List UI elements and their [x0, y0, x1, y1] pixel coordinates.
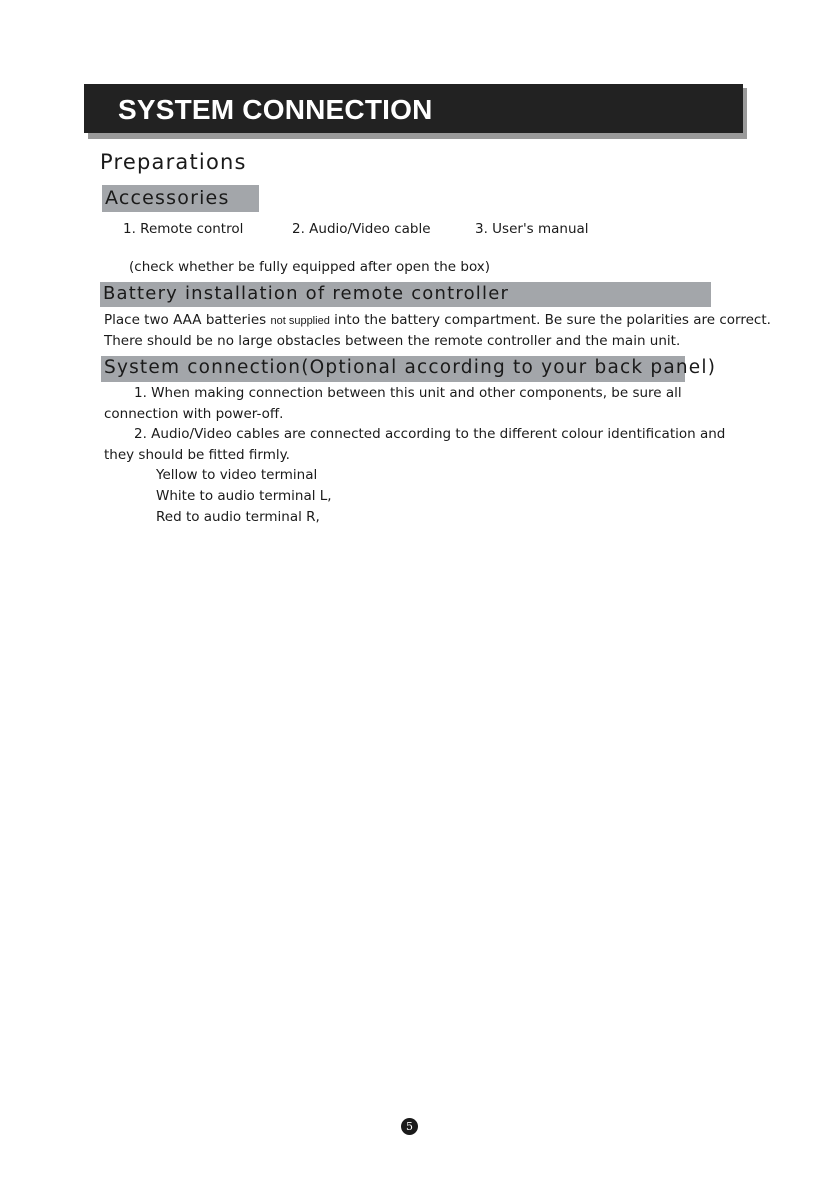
page-title: SYSTEM CONNECTION [118, 94, 433, 125]
page-number: 5 [401, 1118, 418, 1135]
system-step-2-line-1: 2. Audio/Video cables are connected according to the different colour identification and [134, 426, 726, 442]
terminal-red: Red to audio terminal R, [156, 509, 320, 525]
system-step-2-line-2: they should be fitted firmly. [104, 447, 290, 463]
terminal-white: White to audio terminal L, [156, 488, 332, 504]
battery-paragraph-line-1 [104, 312, 771, 328]
system-connection-heading-band [101, 356, 717, 382]
system-connection-heading: System connection(Optional according to your back panel) [104, 357, 717, 378]
battery-text-a: Place two AAA batteries [104, 312, 271, 328]
terminal-yellow: Yellow to video terminal [156, 467, 318, 483]
accessory-item-3: 3. User's manual [475, 221, 589, 237]
battery-heading: Battery installation of remote controller [103, 283, 510, 304]
accessory-item-1: 1. Remote control [123, 221, 244, 237]
accessories-heading-band [102, 185, 259, 212]
system-step-1-line-1: 1. When making connection between this unit and other components, be sure all [134, 385, 682, 401]
battery-heading-band [100, 282, 711, 307]
accessory-item-2: 2. Audio/Video cable [292, 221, 431, 237]
battery-paragraph-line-2: There should be no large obstacles between the remote controller and the main unit. [104, 333, 681, 349]
preparations-heading: Preparations [100, 150, 247, 174]
accessories-heading: Accessories [105, 187, 230, 209]
accessories-note: (check whether be fully equipped after open the box) [129, 259, 491, 275]
battery-text-b: into the battery compartment. Be sure the polarities are correct. [329, 312, 771, 328]
battery-not-supplied-note: not supplied [270, 315, 330, 327]
system-step-1-line-2: connection with power-off. [104, 406, 284, 422]
